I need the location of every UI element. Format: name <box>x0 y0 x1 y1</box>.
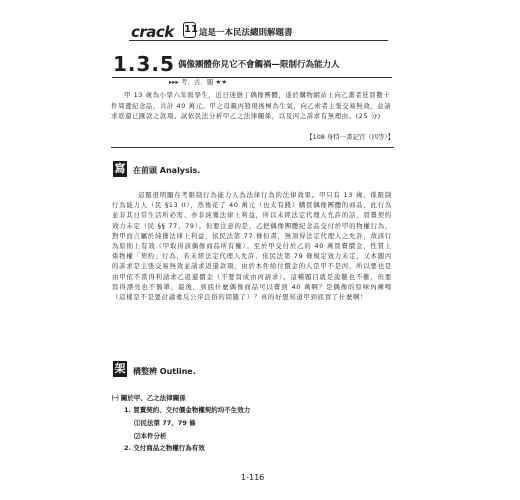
outline-item: 2. 交付商品之物權行為有效 <box>124 444 205 452</box>
analysis-paragraph: 這題很明顯在考限制行為能力人為法律行為的法律效果。甲只有 13 歲，係限制行為能力人（民 §13 II），然後花了 40 萬元（也太有錢）購買偶像團體的商品，此行為並非其日常生活所必需、亦非純獲法律上利益，所以未經法定代理人允許的話，買賣契約效力未定（民 §§ 77、79）。但要注意的是，乙把偶像團體紀念品交付於甲的物權行為，對甲而言屬於純獲法律上利益，依民法第 77 條但書，無須得法定代理人之允許，故該行為原則上有效（甲取得該偶像商品所有權）。至於甲交付於乙的 40 萬買賣價金，性質上係物權「契約」行為，若未經法定代理人允許，依民法第 79 條規定效力未定，又本題丙的訴求是主張交易無效並請求返還款項，由於本件給付價金的人是甲不是丙，所以要也是由甲依不當得利請求乙返還價金（不要寫成由丙請求）。這種題目就是說難也不難，但要寫得漂亮也不簡單，最後，到底什麼偶像商品可以賣到 40 萬啊？是偶像的原味內褲嗎（這樣是不是要討論違反公序良俗的問題了）？真的好想知道甲到底買了什麼啊！ <box>112 191 392 302</box>
question-source: 【108 身特一書記官（四等）】 <box>306 133 394 141</box>
page-number: 1-116 <box>241 473 265 482</box>
outline-heading: 構整辨 Outline. <box>133 367 196 376</box>
outline-item: 1. 買賣契約、交付價金物權契約均不生效力 <box>124 406 251 414</box>
outline-item: ㈠ 關於甲、乙之法律關係 <box>112 394 186 402</box>
outline-item: ⑴民法第 77、79 條 <box>134 419 196 427</box>
header-logo: crack <box>131 23 174 41</box>
question-text: 甲 13 歲為小學六年級學生，近日迷戀丁偶像團體，遂於購物網站上向乙畫者狂買數十件周邊紀念品，共計 40 萬元。甲之母親丙發現後極為生氣，向乙索者主張交易無效，並請求返還已匯款之款項。試依民法分析甲乙之法律關係，以及丙之訴求有無理由。(25 分) <box>111 91 392 121</box>
header-book-title: 這是一本民法總則解題書 <box>199 28 293 38</box>
analysis-heading: 在前頭 Analysis. <box>133 166 201 175</box>
section-title: 偶像團體你見它不會觸禍—限制行為能力人 <box>178 60 340 70</box>
outline-item: ⑵本件分析 <box>134 432 167 440</box>
exam-tag: ▸▸▸ 考．古．題 ★★ <box>169 78 228 86</box>
question-box <box>111 90 394 141</box>
header-divider <box>129 40 388 41</box>
write-badge-icon: 寫 <box>114 162 126 175</box>
header-logo-mark: 11 <box>183 22 196 38</box>
section-number: 1.3.5 <box>113 52 175 76</box>
question-divider <box>111 147 394 148</box>
frame-badge-icon: 架 <box>114 362 126 375</box>
section-divider <box>112 77 392 78</box>
